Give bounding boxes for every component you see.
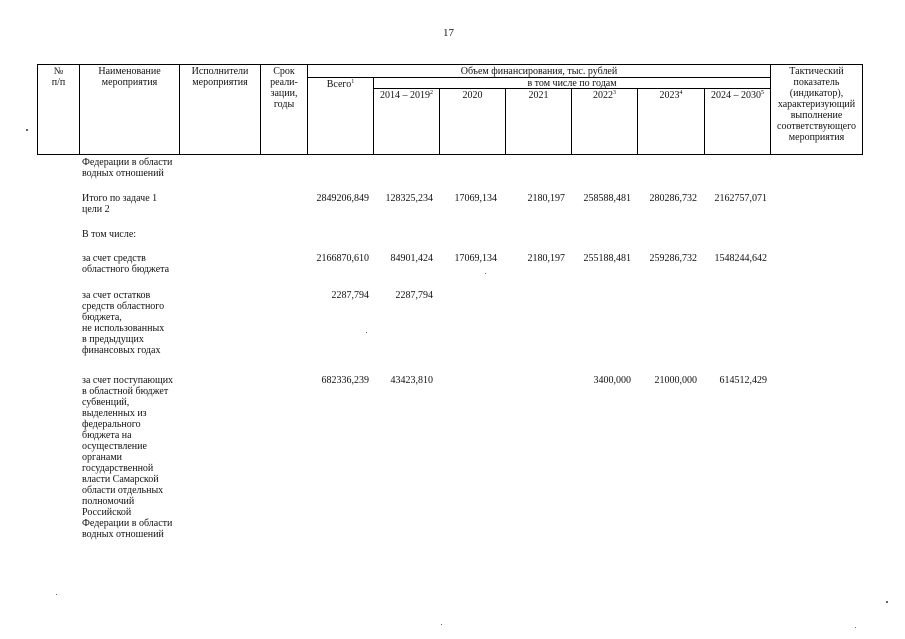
- scan-speck: [485, 273, 486, 274]
- scan-speck: [56, 594, 57, 595]
- header-bottom-border: [37, 154, 863, 155]
- scan-speck: [366, 332, 367, 333]
- row-value: 84901,424: [390, 253, 433, 264]
- row-label: за счет средств областного бюджета: [82, 253, 170, 275]
- header-term: Срок реали- зации, годы: [270, 66, 298, 110]
- row-value-total: 2166870,610: [316, 253, 369, 264]
- row-label: Итого по задаче 1 цели 2: [82, 193, 158, 215]
- row-value-total: 2287,794: [331, 290, 369, 301]
- header-year: 2024 – 2030$^5$: [711, 90, 764, 101]
- row-value: 2180,197: [527, 253, 565, 264]
- row-label: за счет остатков средств областного бюджета, не использованных в предыдущих финансовых годах: [82, 290, 165, 356]
- header-indicator: Тактический показатель (индикатор), характеризующий выполнение соответствующего мероприятия: [777, 66, 856, 143]
- row-value: 255188,481: [583, 253, 631, 264]
- row-value: 3400,000: [593, 375, 631, 386]
- row-value: 21000,000: [654, 375, 697, 386]
- row-value: 43423,810: [390, 375, 433, 386]
- row-value-total: 2849206,849: [316, 193, 369, 204]
- header-year: 2020: [462, 90, 483, 101]
- header-right-border: [862, 64, 863, 155]
- header-executors: Исполнители мероприятия: [191, 66, 249, 88]
- row-value: 1548244,642: [714, 253, 767, 264]
- row-label: В том числе:: [82, 229, 137, 240]
- scan-speck: [26, 129, 28, 131]
- header-year: 2023$^4$: [659, 90, 683, 101]
- row-value-total: 682336,239: [321, 375, 369, 386]
- row-value: 259286,732: [649, 253, 697, 264]
- row-value: 258588,481: [583, 193, 631, 204]
- header-year: 2022$^3$: [593, 90, 616, 101]
- header-num: № п/п: [51, 66, 66, 88]
- row-label: за счет поступающих в областной бюджет субвенций, выделенных из федерального бюджета на осуществление органами государственной власти Самарской области отдельных полномочий Российской Федерации в области водных отношений: [82, 375, 174, 540]
- row-label: Федерации в области водных отношений: [82, 157, 173, 179]
- row-value: 280286,732: [649, 193, 697, 204]
- row-value: 17069,134: [454, 193, 497, 204]
- header-total: Всего$^1$: [326, 79, 355, 90]
- row-value: 2180,197: [527, 193, 565, 204]
- scan-speck: [441, 624, 442, 625]
- row-value: 17069,134: [454, 253, 497, 264]
- row-value: 128325,234: [385, 193, 433, 204]
- header-top-border: [37, 64, 863, 65]
- scan-speck: [886, 601, 888, 603]
- header-including: в том числе по годам: [527, 78, 617, 89]
- header-year: 2014 – 2019$^2$: [380, 90, 433, 101]
- scan-speck: [855, 627, 856, 628]
- header-funding-title: Объем финансирования, тыс. рублей: [460, 66, 618, 77]
- header-name: Наименование мероприятия: [98, 66, 161, 88]
- row-value: 2162757,071: [714, 193, 767, 204]
- header-year: 2021: [528, 90, 549, 101]
- row-value: 614512,429: [719, 375, 767, 386]
- page-number: 17: [443, 27, 454, 39]
- row-value: 2287,794: [395, 290, 433, 301]
